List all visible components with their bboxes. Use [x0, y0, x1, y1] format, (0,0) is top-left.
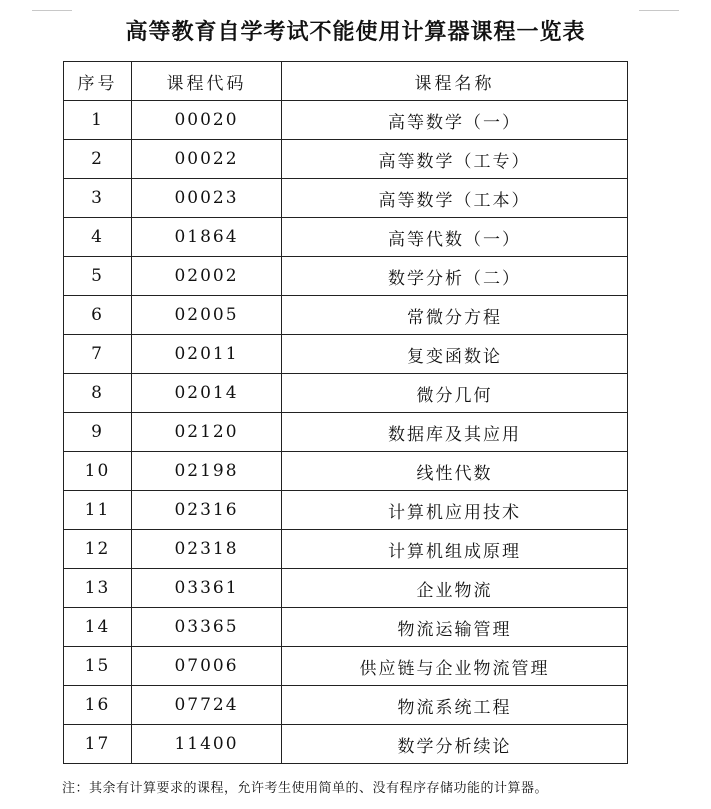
- course-name-cell: 数据库及其应用: [282, 413, 628, 452]
- table-row: [64, 569, 628, 608]
- serial-number-cell: 3: [64, 179, 132, 218]
- course-code-cell: 02316: [132, 491, 282, 530]
- table-row: [64, 218, 628, 257]
- course-code-cell: 02005: [132, 296, 282, 335]
- table-row: [64, 491, 628, 530]
- serial-number-cell: 11: [64, 491, 132, 530]
- course-name-cell: 复变函数论: [282, 335, 628, 374]
- course-code-cell: 02002: [132, 257, 282, 296]
- footnote: 注：其余有计算要求的课程，允许考生使用简单的、没有程序存储功能的计算器。: [62, 781, 549, 796]
- course-name-cell: 计算机应用技术: [282, 491, 628, 530]
- header-serial-number: 序号: [64, 62, 132, 101]
- course-code-cell: 02318: [132, 530, 282, 569]
- course-code-cell: 02198: [132, 452, 282, 491]
- serial-number-cell: 1: [64, 101, 132, 140]
- table-header-row: [64, 62, 628, 101]
- course-code-cell: 02011: [132, 335, 282, 374]
- document-title: 高等教育自学考试不能使用计算器课程一览表: [125, 20, 586, 45]
- table-row: [64, 335, 628, 374]
- table-row: [64, 179, 628, 218]
- course-name-cell: 物流运输管理: [282, 608, 628, 647]
- course-code-cell: 00023: [132, 179, 282, 218]
- course-name-cell: 常微分方程: [282, 296, 628, 335]
- course-code-cell: 01864: [132, 218, 282, 257]
- course-code-cell: 11400: [132, 725, 282, 764]
- serial-number-cell: 9: [64, 413, 132, 452]
- course-name-cell: 高等代数（一）: [282, 218, 628, 257]
- course-table: [63, 61, 628, 764]
- table-row: [64, 686, 628, 725]
- serial-number-cell: 5: [64, 257, 132, 296]
- table-row: [64, 413, 628, 452]
- table-row: [64, 725, 628, 764]
- table-row: [64, 101, 628, 140]
- course-code-cell: 00020: [132, 101, 282, 140]
- serial-number-cell: 10: [64, 452, 132, 491]
- corner-crop-mark-right: [639, 10, 679, 11]
- table-body: [64, 101, 628, 764]
- table-row: [64, 374, 628, 413]
- course-name-cell: 线性代数: [282, 452, 628, 491]
- course-code-cell: 02120: [132, 413, 282, 452]
- serial-number-cell: 12: [64, 530, 132, 569]
- serial-number-cell: 14: [64, 608, 132, 647]
- course-name-cell: 数学分析续论: [282, 725, 628, 764]
- table-row: [64, 257, 628, 296]
- table-row: [64, 452, 628, 491]
- course-code-cell: 03365: [132, 608, 282, 647]
- course-name-cell: 数学分析（二）: [282, 257, 628, 296]
- serial-number-cell: 4: [64, 218, 132, 257]
- serial-number-cell: 7: [64, 335, 132, 374]
- course-name-cell: 微分几何: [282, 374, 628, 413]
- serial-number-cell: 15: [64, 647, 132, 686]
- course-name-cell: 物流系统工程: [282, 686, 628, 725]
- table-row: [64, 140, 628, 179]
- table-row: [64, 608, 628, 647]
- course-name-cell: 高等数学（工本）: [282, 179, 628, 218]
- table-row: [64, 530, 628, 569]
- course-code-cell: 00022: [132, 140, 282, 179]
- course-name-cell: 高等数学（工专）: [282, 140, 628, 179]
- header-course-name: 课程名称: [282, 62, 628, 101]
- course-name-cell: 企业物流: [282, 569, 628, 608]
- serial-number-cell: 2: [64, 140, 132, 179]
- table-row: [64, 296, 628, 335]
- course-code-cell: 07724: [132, 686, 282, 725]
- course-code-cell: 07006: [132, 647, 282, 686]
- table-row: [64, 647, 628, 686]
- course-code-cell: 03361: [132, 569, 282, 608]
- serial-number-cell: 13: [64, 569, 132, 608]
- course-name-cell: 供应链与企业物流管理: [282, 647, 628, 686]
- serial-number-cell: 8: [64, 374, 132, 413]
- serial-number-cell: 16: [64, 686, 132, 725]
- course-name-cell: 高等数学（一）: [282, 101, 628, 140]
- corner-crop-mark-left: [32, 10, 72, 11]
- serial-number-cell: 17: [64, 725, 132, 764]
- serial-number-cell: 6: [64, 296, 132, 335]
- course-name-cell: 计算机组成原理: [282, 530, 628, 569]
- header-course-code: 课程代码: [132, 62, 282, 101]
- course-code-cell: 02014: [132, 374, 282, 413]
